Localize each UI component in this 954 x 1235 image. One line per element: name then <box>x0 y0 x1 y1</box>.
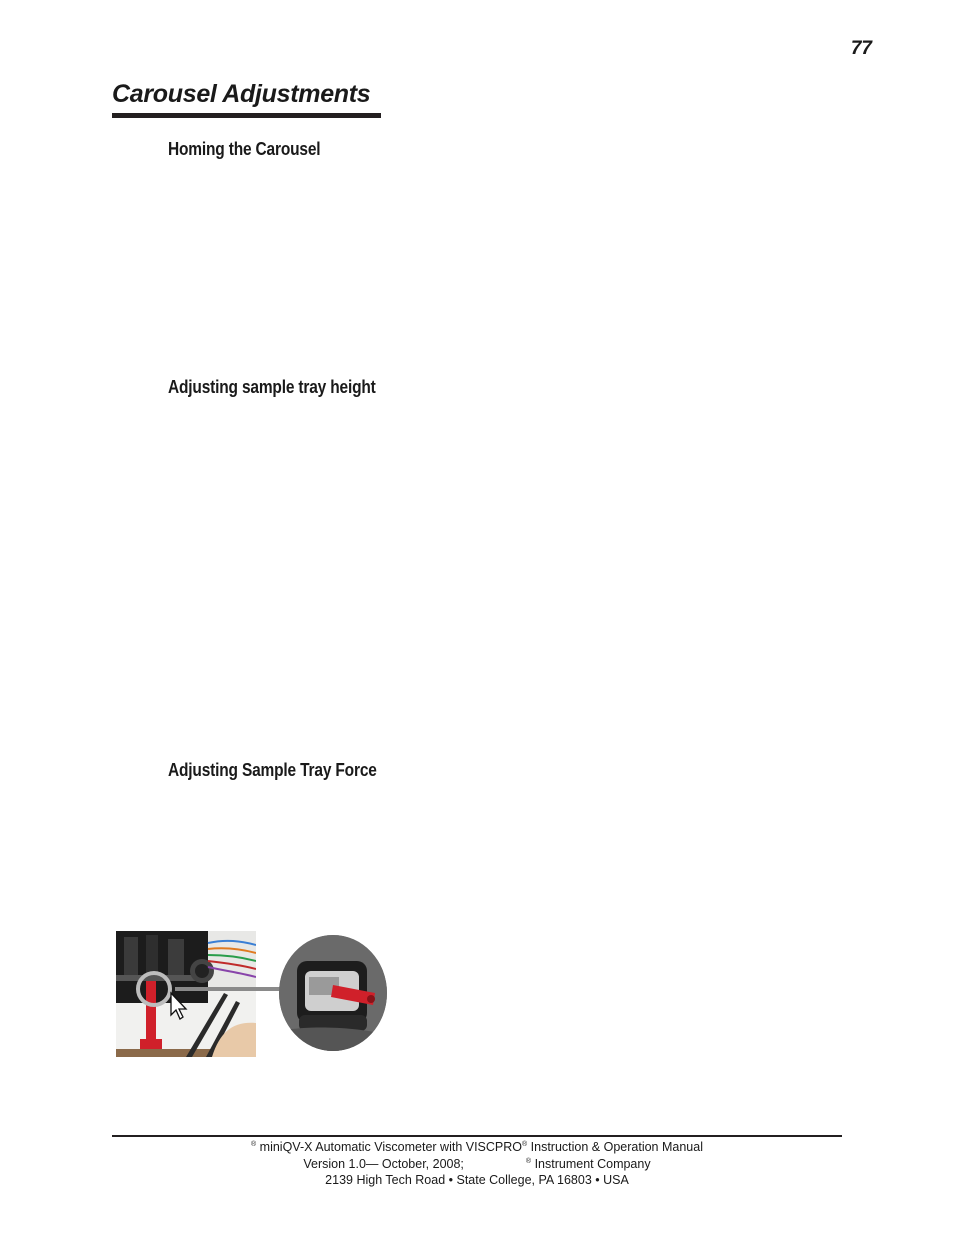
registered-mark: ® <box>522 1140 528 1148</box>
section-heading-homing: Homing the Carousel <box>168 139 321 159</box>
section-heading-tray-force: Adjusting Sample Tray Force <box>168 760 377 780</box>
magnified-detail-photo <box>279 935 387 1051</box>
footer-version-company: Version 1.0— October, 2008; ® Instrument Company <box>303 1157 651 1171</box>
section-heading-tray-height: Adjusting sample tray height <box>168 377 376 397</box>
footer-address: 2139 High Tech Road • State College, PA 16803 • USA <box>325 1173 629 1187</box>
registered-mark: ® <box>525 1157 532 1165</box>
footer-rule <box>112 1135 842 1137</box>
page-number: 77 <box>850 38 872 59</box>
registered-mark: ® <box>251 1140 257 1148</box>
footer-manual-title: ® miniQV-X Automatic Viscometer with VISCPRO® Instruction & Operation Manual <box>251 1140 703 1154</box>
carousel-mechanism-photo <box>116 931 256 1057</box>
title-underline <box>112 113 381 118</box>
page-title: Carousel Adjustments <box>112 80 371 108</box>
zoom-connector-line <box>175 987 281 991</box>
